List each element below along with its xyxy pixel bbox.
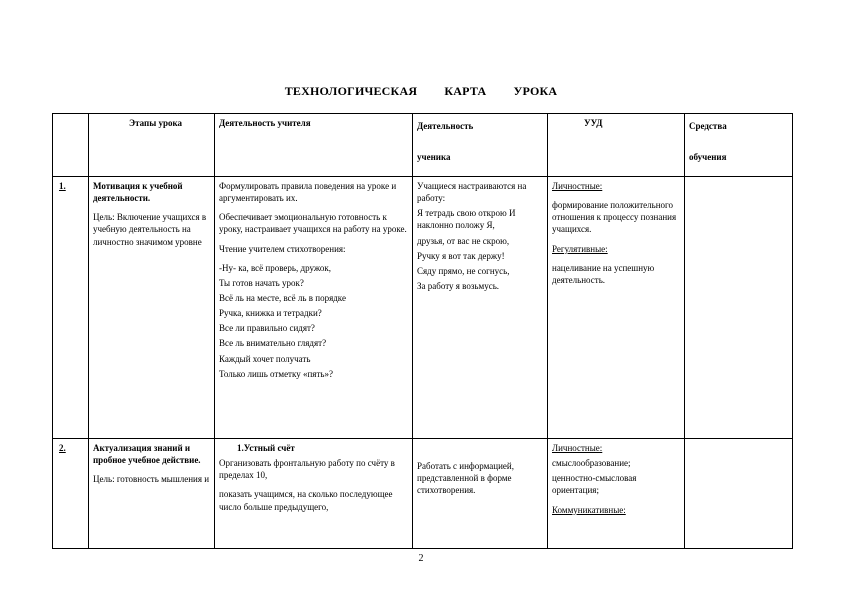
uud-text: смыслообразование;: [552, 458, 631, 469]
teacher-text: показать учащимся, на сколько последующее число больше предыдущего,: [219, 489, 393, 512]
uud-cell: [548, 439, 685, 549]
lesson-table: [52, 113, 793, 549]
student-text: Работать с информацией, представленной в форме стихотворения.: [417, 461, 514, 496]
teacher-text: Обеспечивает эмоциональную готовность к уроку, настраивает учащихся на работу на уроке.: [219, 212, 407, 235]
tools-cell: [685, 177, 793, 439]
header-uud: УУД: [548, 114, 685, 177]
uud-cell: [548, 177, 685, 439]
stage-cell: [89, 177, 215, 439]
uud-label: Коммуникативные:: [552, 504, 626, 515]
row-number: 1.: [53, 177, 89, 439]
poem-line: Только лишь отметку «пять»?: [219, 368, 333, 379]
poem-line: Ты готов начать урок?: [219, 277, 304, 288]
uud-text: формирование положительного отношения к процессу познания учащихся.: [552, 200, 677, 235]
uud-text: ценностно-смысловая ориентация;: [552, 473, 637, 496]
student-cell: [413, 439, 548, 549]
table-header-row: [53, 114, 793, 177]
stage-title: Актуализация знаний и пробное учебное действие.: [93, 443, 201, 466]
student-line: Учащиеся настраиваются на работу:: [417, 181, 527, 204]
stage-cell: [89, 439, 215, 549]
header-student: Деятельность ученика: [413, 114, 548, 177]
title-word-2: КАРТА: [444, 84, 487, 98]
uud-label: Личностные:: [552, 181, 603, 191]
student-line: Я тетрадь свою открою И наклонно положу Я,: [417, 208, 516, 231]
title-word-3: УРОКА: [513, 84, 558, 98]
student-line: Ручку я вот так держу!: [417, 250, 505, 261]
poem-line: Всё ль на месте, всё ль в порядке: [219, 292, 346, 303]
poem-line: Все ль внимательно глядят?: [219, 338, 327, 349]
uud-label: Регулятивные:: [552, 243, 608, 254]
student-line: Сяду прямо, не согнусь,: [417, 265, 510, 276]
header-teacher: Деятельность учителя: [215, 114, 413, 177]
stage-goal: Цель: Включение учащихся в учебную деятельность на личностно значимом уровне: [93, 212, 207, 247]
table-row: [53, 439, 793, 549]
row-number: 2.: [53, 439, 89, 549]
teacher-text: Чтение учителем стихотворения:: [219, 243, 346, 254]
teacher-heading: 1.Устный счёт: [237, 443, 295, 453]
tools-cell: [685, 439, 793, 549]
header-tools: Средства обучения: [685, 114, 793, 177]
uud-text: нацеливание на успешную деятельность.: [552, 262, 655, 285]
header-stages: Этапы урока: [89, 114, 215, 177]
page-title: [0, 84, 842, 99]
poem-line: Ручка, книжка и тетрадки?: [219, 308, 322, 319]
title-word-1: ТЕХНОЛОГИЧЕСКАЯ: [284, 84, 418, 98]
student-line: друзья, от вас не скрою,: [417, 235, 510, 246]
teacher-cell: [215, 439, 413, 549]
table-row: [53, 177, 793, 439]
poem-line: Все ли правильно сидят?: [219, 323, 315, 334]
stage-goal: Цель: готовность мышления и: [93, 474, 210, 485]
teacher-cell: [215, 177, 413, 439]
header-number: [53, 114, 89, 177]
teacher-text: Организовать фронтальную работу по счёту в пределах 10,: [219, 458, 395, 481]
poem-line: Каждый хочет получать: [219, 353, 311, 364]
teacher-text: Формулировать правила поведения на уроке и аргументировать их.: [219, 181, 397, 204]
poem-line: -Ну- ка, всё проверь, дружок,: [219, 262, 331, 273]
uud-label: Личностные:: [552, 443, 603, 453]
student-cell: [413, 177, 548, 439]
stage-title: Мотивация к учебной деятельности.: [93, 181, 183, 204]
page-number: 2: [418, 553, 424, 564]
student-line: За работу я возьмусь.: [417, 280, 500, 291]
